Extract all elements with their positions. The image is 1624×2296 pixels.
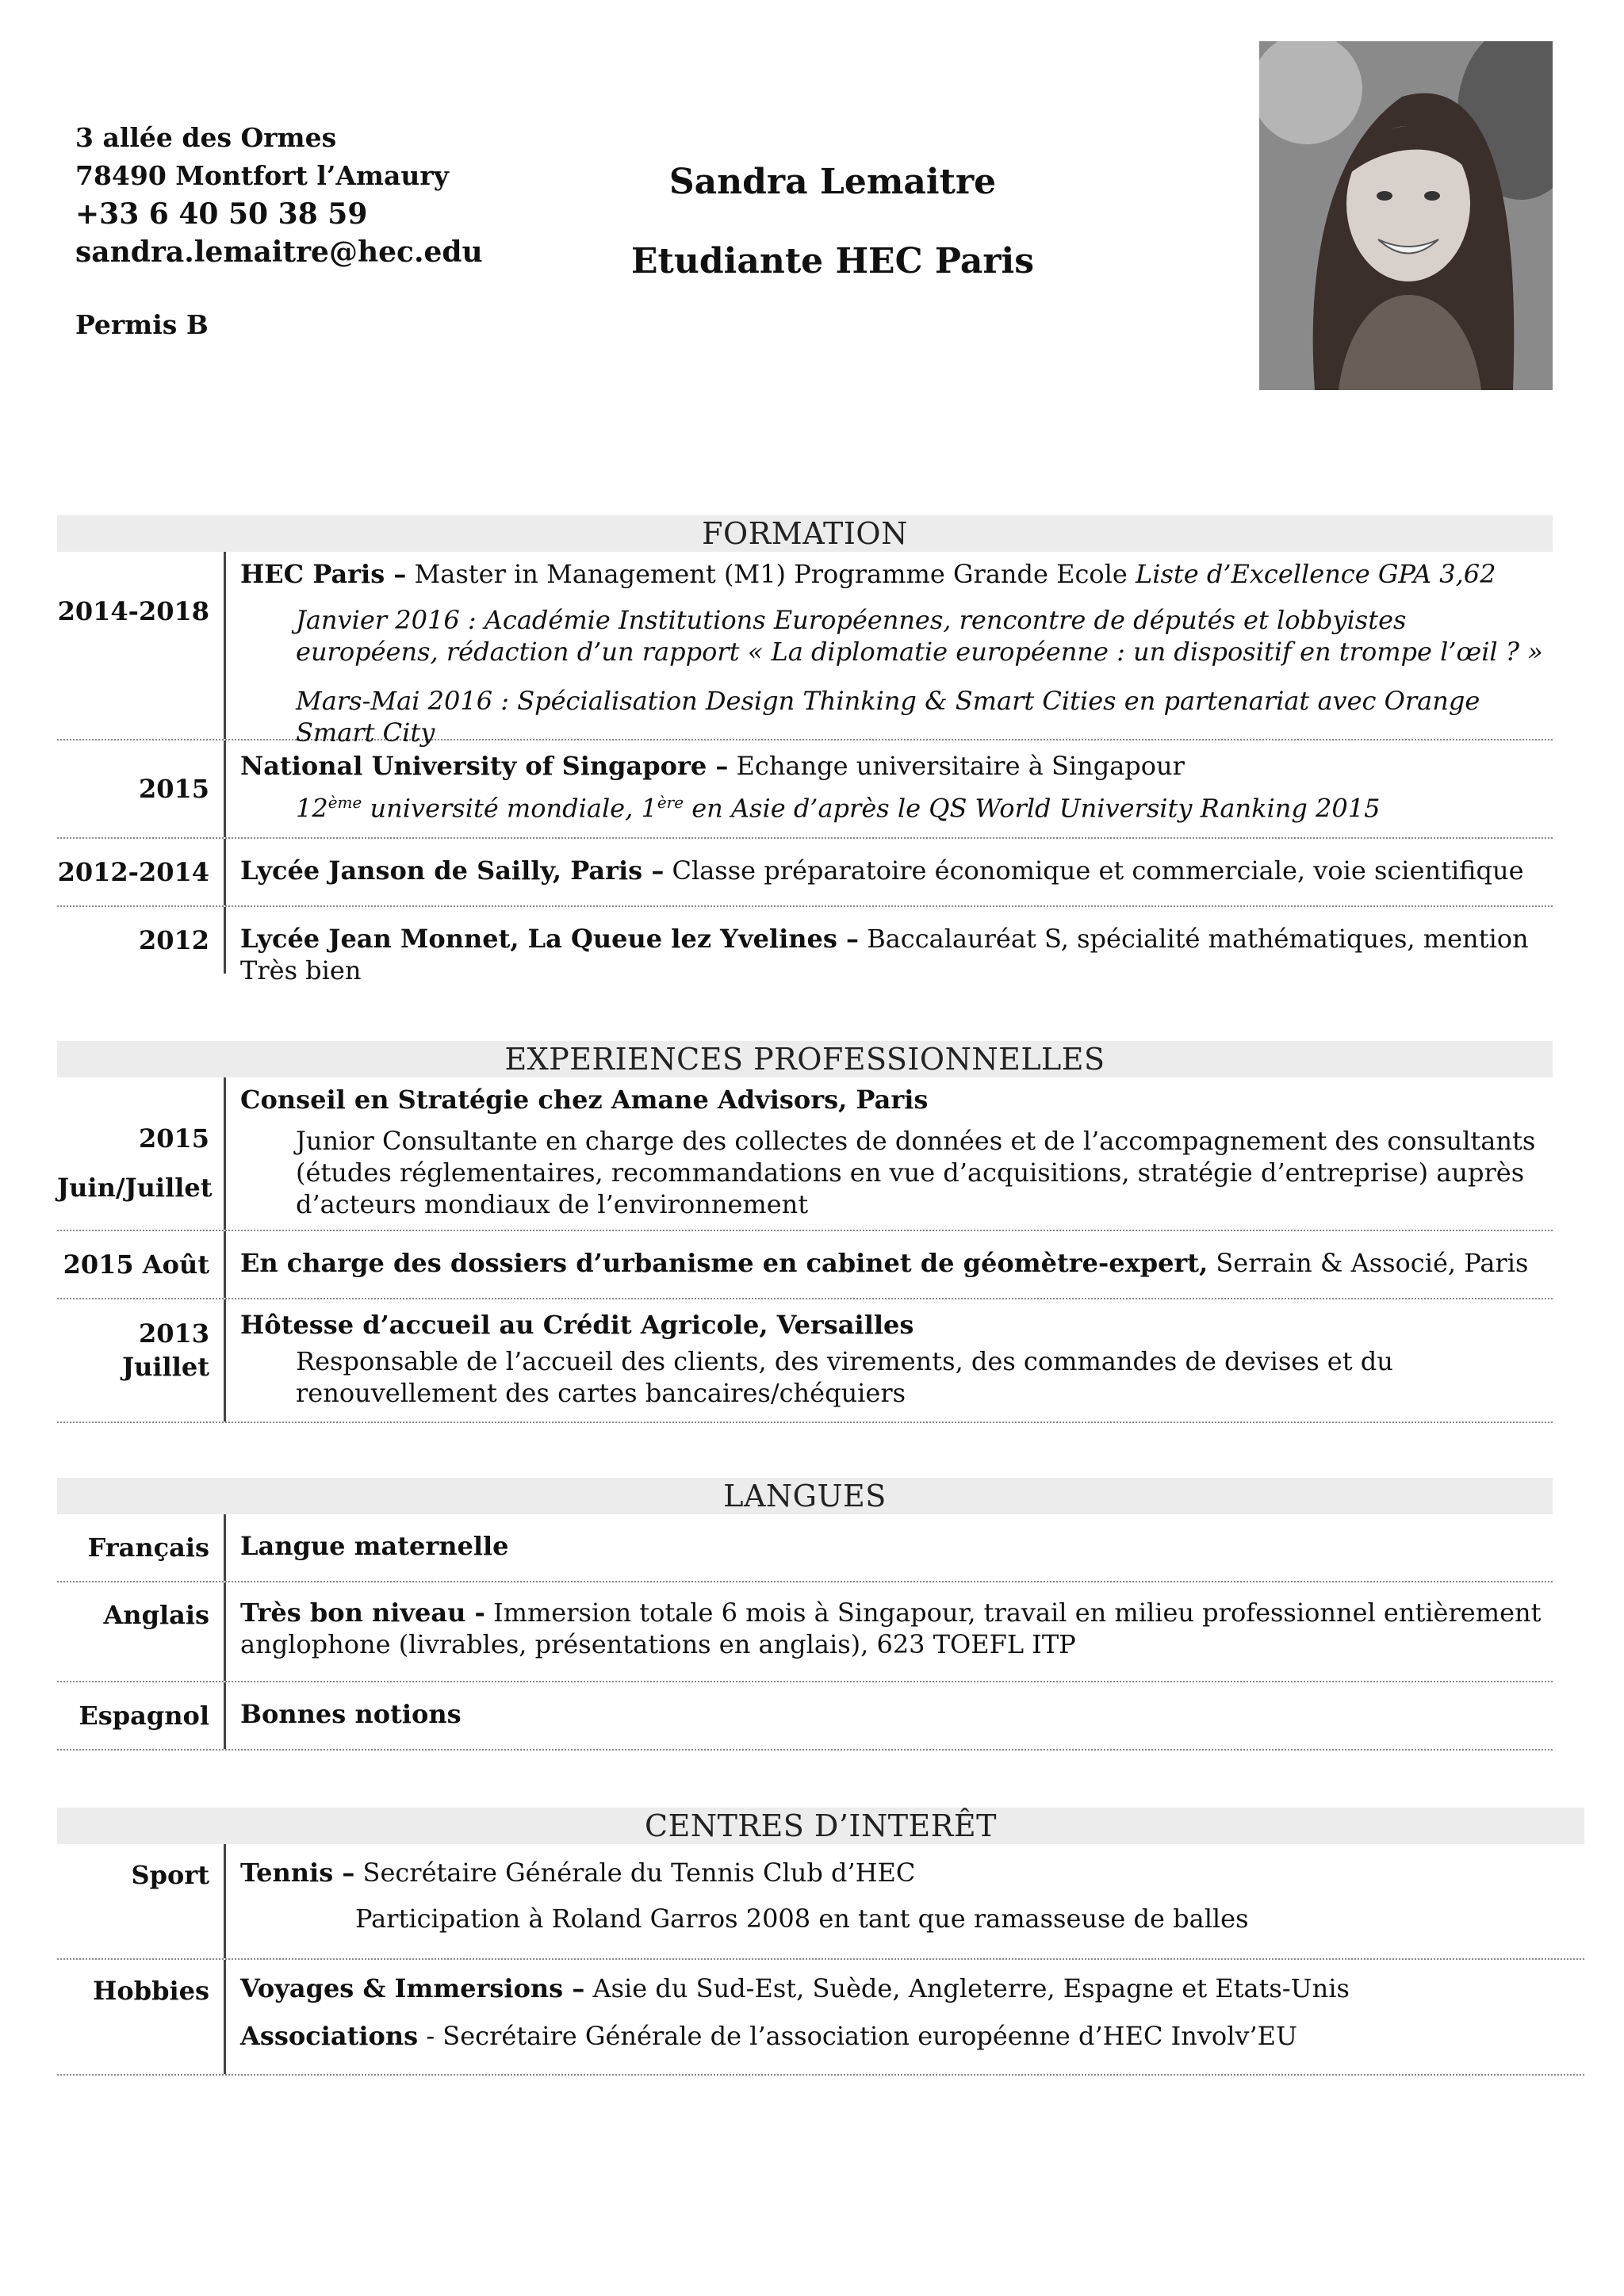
experience-company: Serrain & Associé, Paris [1208,1248,1529,1278]
address-line-2: 78490 Montfort l’Amaury [75,160,449,191]
experience-row-amane [57,1077,1553,1231]
education-date: 2015 [138,774,209,804]
interest-category: Hobbies [93,1976,209,2006]
language-description: Immersion totale 6 mois à Singapour, travail en milieu professionnel entièrement anglophone (livrables, présentations en anglais), 623 TOEFL ITP [240,1598,1542,1659]
rank-number: 12 [296,793,328,824]
interest-content [224,1844,1584,1958]
section-langues [57,1478,1553,1751]
education-row-hec [57,552,1553,748]
experience-description: Junior Consultante en charge des collectes de données et de l’accompagnement des consultants (études réglementaires, recommandations en vue d’acquisitions, stratégie d’entreprise) auprès d’acteurs mondiaux de l’environnement [296,1126,1536,1219]
language-level: Très bon niveau - [240,1598,485,1628]
education-date: 2012 [138,925,209,955]
experience-title: En charge des dossiers d’urbanisme en cabinet de géomètre-expert, [240,1248,1208,1278]
school-name: Lycée Jean Monnet, La Queue lez Yvelines – [240,924,860,954]
honor-text: Liste d’Excellence GPA 3,62 [1135,559,1496,589]
name-block [619,159,1047,285]
education-content [224,740,1553,837]
address-line-1: 3 allée des Ormes [75,122,337,153]
interest-category: Sport [131,1860,209,1890]
education-row-monnet [57,907,1553,985]
language-row-spanish [57,1682,1553,1751]
education-date: 2012-2014 [57,857,209,887]
experience-row-serrain [57,1231,1553,1299]
interest-description: Asie du Sud-Est, Suède, Angleterre, Espagne et Etats-Unis [584,1973,1350,2003]
contact-block [75,119,483,344]
rank-text-1: université mondiale, 1 [362,793,657,824]
section-experiences [57,1041,1553,1423]
experience-content [224,1077,1553,1230]
language-content [224,1682,1553,1749]
section-interets [57,1808,1584,2076]
experience-date [57,1299,224,1422]
experience-content [224,1299,1553,1422]
section-title: EXPERIENCES PROFESSIONNELLES [57,1041,1553,1077]
language-level: Langue maternelle [240,1531,509,1561]
section-title: LANGUES [57,1478,1553,1514]
language-name: Anglais [103,1600,209,1630]
experience-title: Conseil en Stratégie chez Amane Advisors, Paris [240,1085,929,1115]
education-content [224,907,1553,985]
program-name: Master in Management (M1) Programme Grande Ecole [406,559,1136,589]
language-level: Bonnes notions [240,1699,462,1729]
experience-content [224,1231,1553,1298]
candidate-subtitle: Etudiante HEC Paris [631,241,1034,281]
section-title: CENTRES D’INTERÊT [57,1808,1584,1844]
language-content [224,1582,1553,1681]
language-row-english [57,1582,1553,1682]
education-row-janson [57,839,1553,907]
language-name: Français [87,1533,209,1563]
language-content [224,1514,1553,1581]
section-formation [57,515,1553,985]
section-title: FORMATION [57,515,1553,552]
candidate-name: Sandra Lemaitre [668,162,997,202]
rank-text-2: en Asie d’après le QS World University Ranking 2015 [684,793,1381,824]
profile-photo [1259,41,1553,390]
education-content [224,839,1553,905]
experience-title: Hôtesse d’accueil au Crédit Agricole, Versailles [240,1310,914,1340]
experience-date [57,1077,224,1230]
interest-content [224,1960,1584,2074]
school-name: National University of Singapore – [240,751,729,781]
school-name: Lycée Janson de Sailly, Paris – [240,855,665,886]
experience-year: 2015 [138,1123,209,1154]
program-name: Baccalauréat S, spécialité mathématiques, mention Très bien [240,924,1529,985]
interest-row-sport [57,1844,1584,1960]
experience-date: 2015 Août [63,1249,209,1280]
interest-title: Tennis – [240,1858,355,1888]
school-name: HEC Paris – [240,559,407,589]
rank-sup: ème [327,793,362,812]
interest-title: Voyages & Immersions – [240,1973,585,2003]
program-name: Classe préparatoire économique et commerciale, voie scientifique [664,855,1524,886]
experience-period: Juin/Juillet [57,1173,213,1203]
language-name: Espagnol [79,1701,209,1731]
education-detail-2: Mars-Mai 2016 : Spécialisation Design Thinking & Smart Cities en partenariat avec Orange Smart City [296,686,1480,748]
education-content [224,552,1553,748]
experience-row-credit-agricole [57,1299,1553,1423]
portrait-image [1259,41,1553,390]
language-row-french [57,1514,1553,1582]
education-date: 2014-2018 [57,596,209,626]
experience-description: Responsable de l’accueil des clients, des virements, des commandes de devises et du renouvellement des cartes bancaires/chéquiers [296,1346,1393,1408]
education-detail-1: Janvier 2016 : Académie Institutions Européennes, rencontre de députés et lobbyistes européens, rédaction d’un rapport « La diplomatie européenne : un dispositif en trompe l’œil ? » [296,605,1543,667]
phone-number: +33 6 40 50 38 59 [75,197,368,231]
experience-period: Juillet [121,1352,209,1382]
interest-description: - Secrétaire Générale de l’association européenne d’HEC Involv’EU [418,2021,1297,2051]
interest-description: Secrétaire Générale du Tennis Club d’HEC [354,1858,916,1888]
program-name: Echange universitaire à Singapour [728,751,1185,781]
interest-title: Associations [240,2021,419,2051]
education-detail [240,786,1553,825]
experience-year: 2013 [138,1318,209,1349]
rank-sup-2: ère [657,793,684,812]
education-row-nus [57,740,1553,839]
interest-row-hobbies [57,1960,1584,2076]
driving-license: Permis B [75,309,209,340]
email-address: sandra.lemaitre@hec.edu [75,235,483,269]
interest-detail: Participation à Roland Garros 2008 en tant que ramasseuse de balles [355,1904,1249,1934]
